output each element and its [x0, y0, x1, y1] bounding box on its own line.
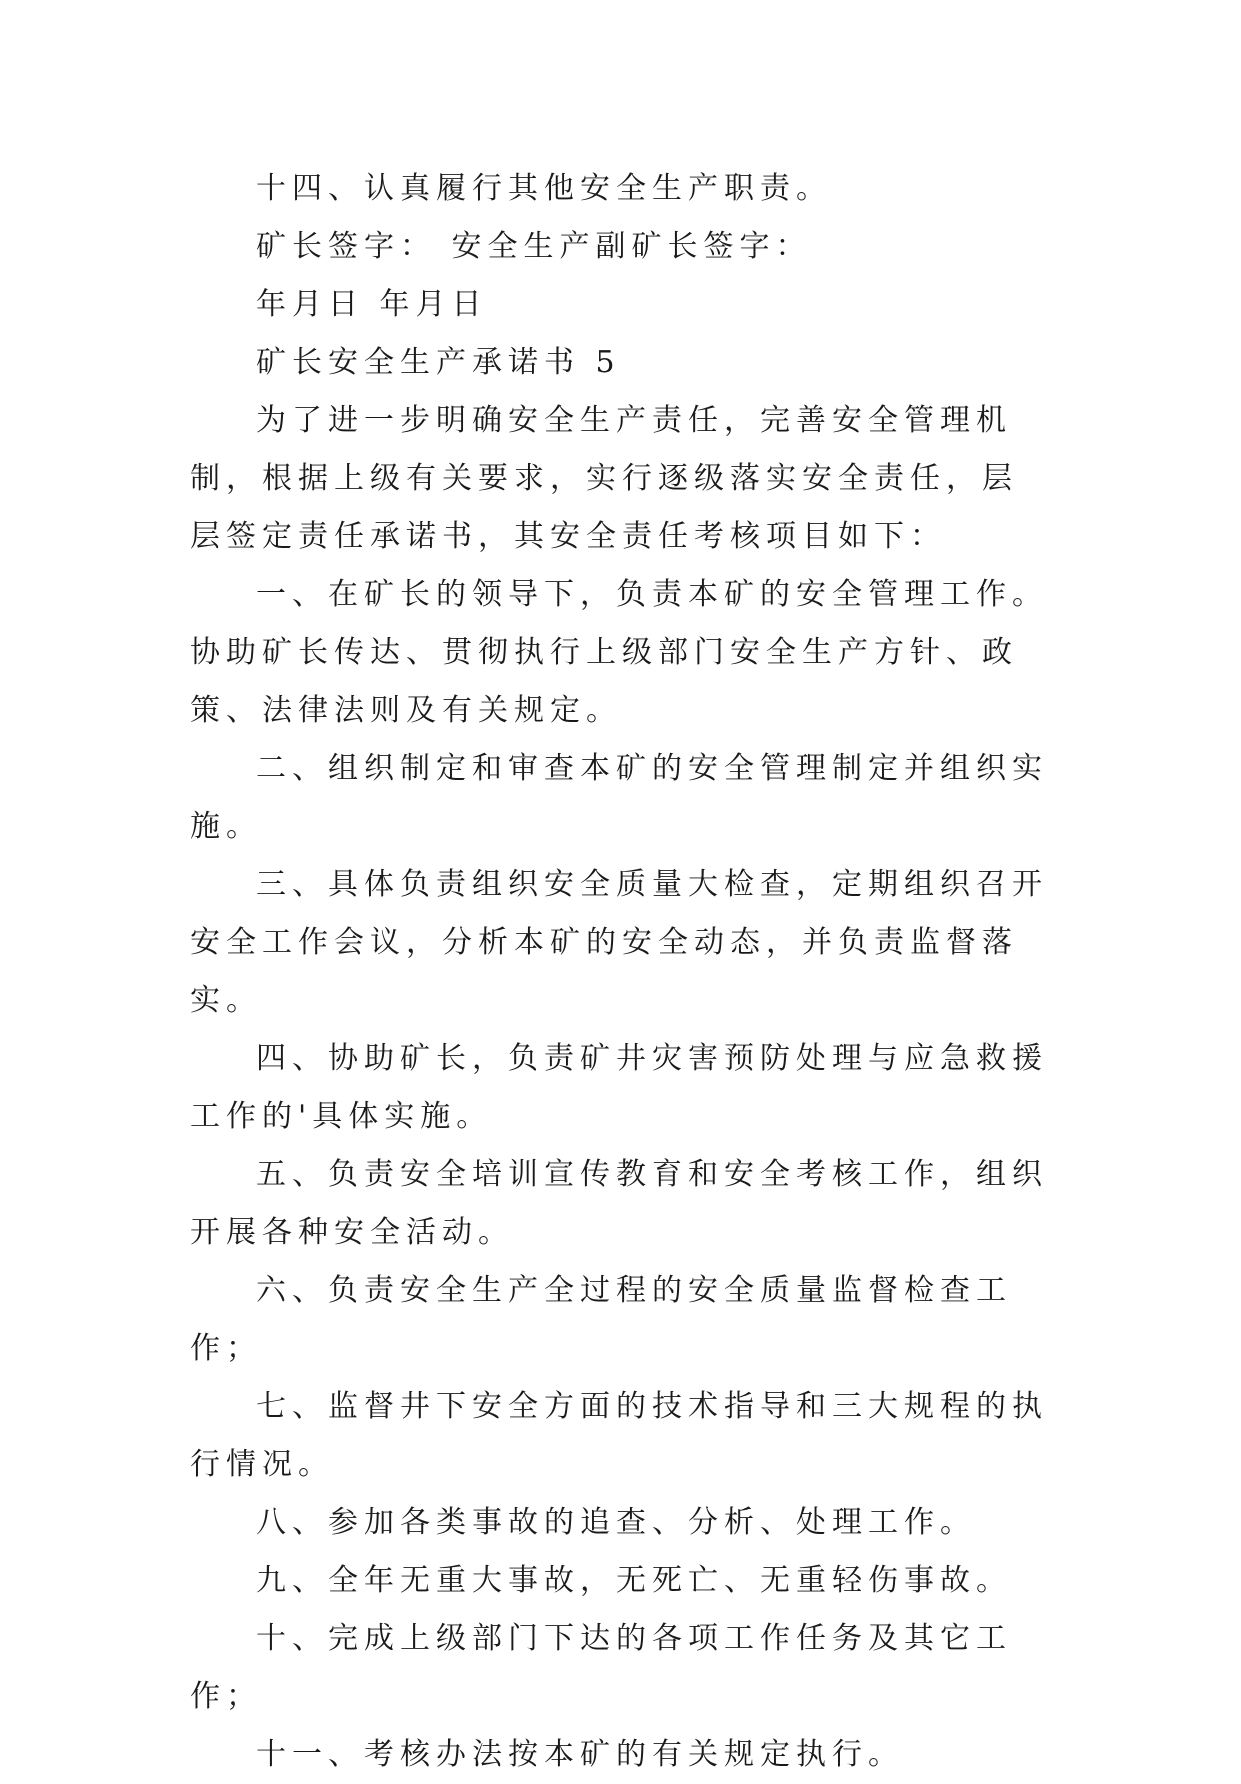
signature-line: 矿长签字： 安全生产副矿长签字： — [256, 229, 812, 264]
date-line: 年月日 年月日 — [256, 287, 488, 322]
document-body — [190, 160, 1050, 1784]
paragraph-item-14: 十四、认真履行其他安全生产职责。 — [256, 171, 832, 206]
paragraph-item-5: 五、负责安全培训宣传教育和安全考核工作，组织开展各种安全活动。 — [190, 1157, 1048, 1250]
paragraph-item-7: 七、监督井下安全方面的技术指导和三大规程的执行情况。 — [190, 1389, 1048, 1482]
paragraph-item-6: 六、负责安全生产全过程的安全质量监督检查工作； — [190, 1273, 1012, 1366]
paragraph-item-10: 十、完成上级部门下达的各项工作任务及其它工作； — [190, 1621, 1012, 1714]
paragraph-item-11: 十一、考核办法按本矿的有关规定执行。 — [256, 1737, 904, 1772]
paragraph-item-9: 九、全年无重大事故，无死亡、无重轻伤事故。 — [256, 1563, 1012, 1598]
intro-paragraph: 为了进一步明确安全生产责任，完善安全管理机制，根据上级有关要求，实行逐级落实安全责任，层层签定责任承诺书，其安全责任考核项目如下： — [190, 403, 1018, 554]
section-title: 矿长安全生产承诺书 5 — [256, 345, 621, 380]
paragraph-item-3: 三、具体负责组织安全质量大检查，定期组织召开安全工作会议，分析本矿的安全动态，并负责监督落实。 — [190, 867, 1048, 1018]
paragraph-item-8: 八、参加各类事故的追查、分析、处理工作。 — [256, 1505, 976, 1540]
paragraph-item-4: 四、协助矿长，负责矿井灾害预防处理与应急救援工作的'具体实施。 — [190, 1041, 1048, 1134]
paragraph-item-2: 二、组织制定和审查本矿的安全管理制定并组织实施。 — [190, 751, 1048, 844]
paragraph-item-1: 一、在矿长的领导下，负责本矿的安全管理工作。协助矿长传达、贯彻执行上级部门安全生产方针、政策、法律法则及有关规定。 — [190, 577, 1048, 728]
